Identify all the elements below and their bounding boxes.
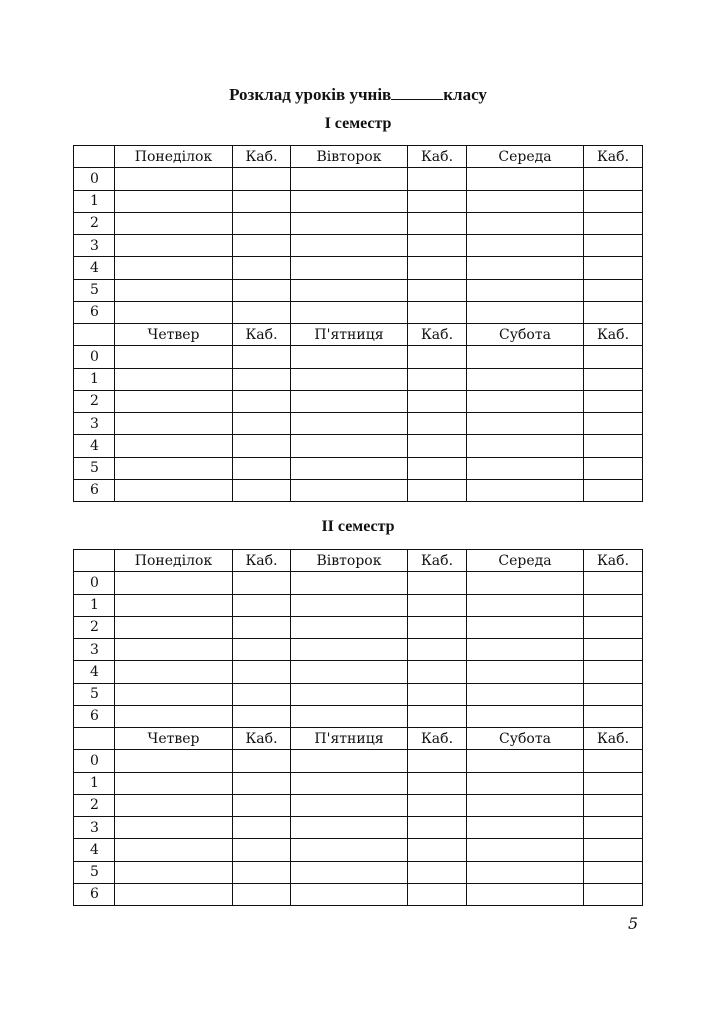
room-cell[interactable]	[408, 479, 467, 501]
subject-cell[interactable]	[291, 390, 408, 412]
subject-cell[interactable]	[467, 772, 584, 794]
room-cell[interactable]	[408, 772, 467, 794]
day-header: Вівторок	[291, 550, 408, 572]
room-cell[interactable]	[233, 594, 291, 616]
subject-cell[interactable]	[115, 168, 233, 190]
subject-cell[interactable]	[115, 368, 233, 390]
subject-cell[interactable]	[115, 413, 233, 435]
subject-cell[interactable]	[115, 683, 233, 705]
subject-cell[interactable]	[467, 257, 584, 279]
subject-cell[interactable]	[291, 794, 408, 816]
subject-cell[interactable]	[115, 572, 233, 594]
lesson-row	[74, 235, 643, 257]
day-header: Субота	[467, 728, 584, 750]
lesson-row	[74, 639, 643, 661]
subject-cell[interactable]	[467, 346, 584, 368]
room-cell[interactable]	[584, 212, 643, 234]
room-cell[interactable]	[584, 572, 643, 594]
lesson-number: 6	[74, 301, 115, 323]
room-cell[interactable]	[233, 390, 291, 412]
lesson-number: 5	[74, 457, 115, 479]
room-cell[interactable]	[233, 435, 291, 457]
subject-cell[interactable]	[115, 639, 233, 661]
day-header: П'ятниця	[291, 324, 408, 346]
room-cell[interactable]	[584, 301, 643, 323]
subject-cell[interactable]	[467, 750, 584, 772]
room-cell[interactable]	[408, 817, 467, 839]
lesson-number: 3	[74, 817, 115, 839]
room-cell[interactable]	[408, 390, 467, 412]
room-cell[interactable]	[233, 616, 291, 638]
lesson-row	[74, 572, 643, 594]
subject-cell[interactable]	[115, 257, 233, 279]
lesson-row	[74, 346, 643, 368]
subject-cell[interactable]	[115, 457, 233, 479]
room-cell[interactable]	[584, 594, 643, 616]
lesson-number: 6	[74, 705, 115, 727]
subject-cell[interactable]	[467, 235, 584, 257]
subject-cell[interactable]	[291, 413, 408, 435]
schedule-table	[73, 549, 643, 906]
subject-cell[interactable]	[291, 235, 408, 257]
room-cell[interactable]	[233, 346, 291, 368]
subject-cell[interactable]	[291, 457, 408, 479]
class-name-blank[interactable]	[391, 84, 443, 100]
subject-cell[interactable]	[291, 435, 408, 457]
room-cell[interactable]	[408, 661, 467, 683]
room-cell[interactable]	[408, 750, 467, 772]
lesson-row	[74, 883, 643, 905]
day-header-row	[74, 728, 643, 750]
room-cell[interactable]	[584, 479, 643, 501]
room-cell[interactable]	[584, 435, 643, 457]
schedule-table	[73, 145, 643, 502]
room-cell[interactable]	[408, 168, 467, 190]
day-header: Четвер	[115, 728, 233, 750]
room-header: Каб.	[408, 550, 467, 572]
subject-cell[interactable]	[467, 594, 584, 616]
lesson-row	[74, 772, 643, 794]
room-cell[interactable]	[408, 346, 467, 368]
room-cell[interactable]	[584, 750, 643, 772]
room-cell[interactable]	[233, 235, 291, 257]
lesson-number: 6	[74, 883, 115, 905]
subject-cell[interactable]	[115, 839, 233, 861]
room-cell[interactable]	[584, 168, 643, 190]
subject-cell[interactable]	[115, 616, 233, 638]
corner-cell	[74, 550, 115, 572]
day-header: Середа	[467, 550, 584, 572]
subject-cell[interactable]	[467, 794, 584, 816]
room-header: Каб.	[584, 550, 643, 572]
subject-cell[interactable]	[467, 457, 584, 479]
lesson-row	[74, 861, 643, 883]
lesson-number: 3	[74, 639, 115, 661]
subject-cell[interactable]	[291, 594, 408, 616]
subject-cell[interactable]	[467, 616, 584, 638]
room-header: Каб.	[408, 324, 467, 346]
room-cell[interactable]	[408, 683, 467, 705]
subject-cell[interactable]	[291, 616, 408, 638]
room-cell[interactable]	[584, 346, 643, 368]
room-header: Каб.	[233, 728, 291, 750]
lesson-number: 2	[74, 212, 115, 234]
subject-cell[interactable]	[291, 639, 408, 661]
room-header: Каб.	[233, 324, 291, 346]
room-cell[interactable]	[233, 368, 291, 390]
subject-cell[interactable]	[467, 661, 584, 683]
lesson-number: 5	[74, 861, 115, 883]
lesson-number: 1	[74, 594, 115, 616]
room-cell[interactable]	[233, 301, 291, 323]
subject-cell[interactable]	[467, 479, 584, 501]
room-cell[interactable]	[584, 839, 643, 861]
lesson-row	[74, 457, 643, 479]
room-cell[interactable]	[233, 683, 291, 705]
lesson-row	[74, 301, 643, 323]
lesson-number: 0	[74, 572, 115, 594]
room-header: Каб.	[233, 146, 291, 168]
lesson-number: 0	[74, 750, 115, 772]
subject-cell[interactable]	[115, 861, 233, 883]
room-cell[interactable]	[408, 435, 467, 457]
subject-cell[interactable]	[115, 817, 233, 839]
room-cell[interactable]	[233, 750, 291, 772]
subject-cell[interactable]	[467, 368, 584, 390]
subject-cell[interactable]	[291, 839, 408, 861]
room-cell[interactable]	[408, 413, 467, 435]
lesson-row	[74, 479, 643, 501]
room-cell[interactable]	[584, 235, 643, 257]
room-cell[interactable]	[233, 639, 291, 661]
subject-cell[interactable]	[115, 794, 233, 816]
subject-cell[interactable]	[291, 861, 408, 883]
subject-cell[interactable]	[467, 683, 584, 705]
room-cell[interactable]	[408, 368, 467, 390]
subject-cell[interactable]	[115, 435, 233, 457]
room-cell[interactable]	[584, 457, 643, 479]
room-cell[interactable]	[408, 457, 467, 479]
subject-cell[interactable]	[291, 772, 408, 794]
lesson-number: 1	[74, 368, 115, 390]
room-cell[interactable]	[408, 279, 467, 301]
room-cell[interactable]	[408, 572, 467, 594]
subject-cell[interactable]	[467, 301, 584, 323]
lesson-number: 5	[74, 683, 115, 705]
subject-cell[interactable]	[291, 479, 408, 501]
room-header: Каб.	[408, 728, 467, 750]
lesson-number: 4	[74, 661, 115, 683]
room-cell[interactable]	[584, 794, 643, 816]
subject-cell[interactable]	[115, 661, 233, 683]
subject-cell[interactable]	[467, 413, 584, 435]
lesson-row	[74, 683, 643, 705]
subject-cell[interactable]	[115, 750, 233, 772]
room-cell[interactable]	[408, 301, 467, 323]
subject-cell[interactable]	[467, 817, 584, 839]
room-cell[interactable]	[233, 457, 291, 479]
lesson-row	[74, 390, 643, 412]
page-number: 5	[628, 914, 639, 933]
room-cell[interactable]	[408, 705, 467, 727]
lesson-row	[74, 257, 643, 279]
lesson-number: 1	[74, 190, 115, 212]
subject-cell[interactable]	[467, 390, 584, 412]
subject-cell[interactable]	[115, 772, 233, 794]
room-cell[interactable]	[233, 661, 291, 683]
room-cell[interactable]	[233, 794, 291, 816]
subject-cell[interactable]	[467, 190, 584, 212]
room-cell[interactable]	[233, 861, 291, 883]
day-header-row	[74, 550, 643, 572]
room-cell[interactable]	[584, 883, 643, 905]
subject-cell[interactable]	[291, 572, 408, 594]
subject-cell[interactable]	[115, 883, 233, 905]
subject-cell[interactable]	[115, 279, 233, 301]
subject-cell[interactable]	[115, 390, 233, 412]
room-cell[interactable]	[233, 212, 291, 234]
room-cell[interactable]	[584, 772, 643, 794]
room-header: Каб.	[584, 324, 643, 346]
room-cell[interactable]	[584, 279, 643, 301]
lesson-number: 4	[74, 839, 115, 861]
room-cell[interactable]	[584, 639, 643, 661]
lesson-row	[74, 794, 643, 816]
lesson-row	[74, 168, 643, 190]
subject-cell[interactable]	[291, 301, 408, 323]
room-cell[interactable]	[584, 413, 643, 435]
room-cell[interactable]	[233, 883, 291, 905]
room-cell[interactable]	[408, 883, 467, 905]
subject-cell[interactable]	[291, 168, 408, 190]
room-cell[interactable]	[584, 817, 643, 839]
room-header: Каб.	[584, 146, 643, 168]
room-cell[interactable]	[584, 661, 643, 683]
room-cell[interactable]	[584, 705, 643, 727]
lesson-row	[74, 817, 643, 839]
room-cell[interactable]	[584, 616, 643, 638]
subject-cell[interactable]	[467, 279, 584, 301]
lesson-number: 1	[74, 772, 115, 794]
day-header-row	[74, 324, 643, 346]
room-cell[interactable]	[584, 257, 643, 279]
room-cell[interactable]	[408, 794, 467, 816]
day-header-row	[74, 146, 643, 168]
lesson-row	[74, 594, 643, 616]
lesson-number: 4	[74, 257, 115, 279]
room-cell[interactable]	[584, 390, 643, 412]
subject-cell[interactable]	[291, 368, 408, 390]
subject-cell[interactable]	[291, 257, 408, 279]
subject-cell[interactable]	[291, 817, 408, 839]
room-cell[interactable]	[408, 639, 467, 661]
subject-cell[interactable]	[467, 572, 584, 594]
day-header: Субота	[467, 324, 584, 346]
subject-cell[interactable]	[467, 861, 584, 883]
lesson-row	[74, 279, 643, 301]
subject-cell[interactable]	[467, 883, 584, 905]
lesson-number: 2	[74, 794, 115, 816]
room-cell[interactable]	[408, 839, 467, 861]
room-cell[interactable]	[408, 212, 467, 234]
room-cell[interactable]	[584, 190, 643, 212]
semester-title: II семестр	[321, 518, 395, 535]
subject-cell[interactable]	[467, 168, 584, 190]
room-cell[interactable]	[233, 479, 291, 501]
day-header: Понеділок	[115, 146, 233, 168]
lesson-row	[74, 839, 643, 861]
subject-cell[interactable]	[291, 346, 408, 368]
lesson-row	[74, 212, 643, 234]
room-cell[interactable]	[233, 572, 291, 594]
subject-cell[interactable]	[115, 235, 233, 257]
subject-cell[interactable]	[291, 661, 408, 683]
subject-cell[interactable]	[291, 683, 408, 705]
semester-title: I семестр	[324, 115, 392, 132]
lesson-number: 2	[74, 390, 115, 412]
corner-cell	[74, 728, 115, 750]
room-cell[interactable]	[408, 235, 467, 257]
lesson-number: 4	[74, 435, 115, 457]
corner-cell	[74, 324, 115, 346]
room-cell[interactable]	[233, 257, 291, 279]
title-suffix: класу	[443, 85, 487, 104]
day-header: Четвер	[115, 324, 233, 346]
corner-cell	[74, 146, 115, 168]
subject-cell[interactable]	[467, 839, 584, 861]
subject-cell[interactable]	[467, 212, 584, 234]
room-cell[interactable]	[408, 616, 467, 638]
lesson-row	[74, 190, 643, 212]
room-cell[interactable]	[233, 705, 291, 727]
room-cell[interactable]	[408, 594, 467, 616]
subject-cell[interactable]	[115, 190, 233, 212]
lesson-number: 3	[74, 235, 115, 257]
room-cell[interactable]	[233, 772, 291, 794]
subject-cell[interactable]	[291, 190, 408, 212]
subject-cell[interactable]	[467, 435, 584, 457]
room-header: Каб.	[233, 550, 291, 572]
lesson-row	[74, 435, 643, 457]
subject-cell[interactable]	[291, 883, 408, 905]
title-prefix: Розклад уроків учнів	[229, 85, 392, 104]
room-cell[interactable]	[584, 368, 643, 390]
page-title	[0, 84, 716, 106]
room-cell[interactable]	[233, 817, 291, 839]
lesson-number: 0	[74, 168, 115, 190]
room-cell[interactable]	[408, 190, 467, 212]
lesson-number: 6	[74, 479, 115, 501]
day-header: Середа	[467, 146, 584, 168]
room-cell[interactable]	[233, 168, 291, 190]
subject-cell[interactable]	[115, 301, 233, 323]
lesson-row	[74, 750, 643, 772]
lesson-row	[74, 705, 643, 727]
subject-cell[interactable]	[115, 212, 233, 234]
subject-cell[interactable]	[467, 639, 584, 661]
subject-cell[interactable]	[291, 279, 408, 301]
lesson-row	[74, 368, 643, 390]
day-header: П'ятниця	[291, 728, 408, 750]
room-cell[interactable]	[584, 683, 643, 705]
subject-cell[interactable]	[115, 594, 233, 616]
room-cell[interactable]	[233, 190, 291, 212]
room-header: Каб.	[408, 146, 467, 168]
lesson-number: 2	[74, 616, 115, 638]
day-header: Понеділок	[115, 550, 233, 572]
subject-cell[interactable]	[115, 479, 233, 501]
lesson-number: 5	[74, 279, 115, 301]
subject-cell[interactable]	[115, 705, 233, 727]
room-cell[interactable]	[584, 861, 643, 883]
lesson-row	[74, 413, 643, 435]
room-cell[interactable]	[408, 257, 467, 279]
subject-cell[interactable]	[291, 705, 408, 727]
subject-cell[interactable]	[291, 212, 408, 234]
lesson-number: 3	[74, 413, 115, 435]
day-header: Вівторок	[291, 146, 408, 168]
lesson-number: 0	[74, 346, 115, 368]
subject-cell[interactable]	[467, 705, 584, 727]
subject-cell[interactable]	[291, 750, 408, 772]
room-cell[interactable]	[233, 413, 291, 435]
room-cell[interactable]	[233, 279, 291, 301]
lesson-row	[74, 661, 643, 683]
lesson-row	[74, 616, 643, 638]
room-cell[interactable]	[233, 839, 291, 861]
room-header: Каб.	[584, 728, 643, 750]
room-cell[interactable]	[408, 861, 467, 883]
subject-cell[interactable]	[115, 346, 233, 368]
